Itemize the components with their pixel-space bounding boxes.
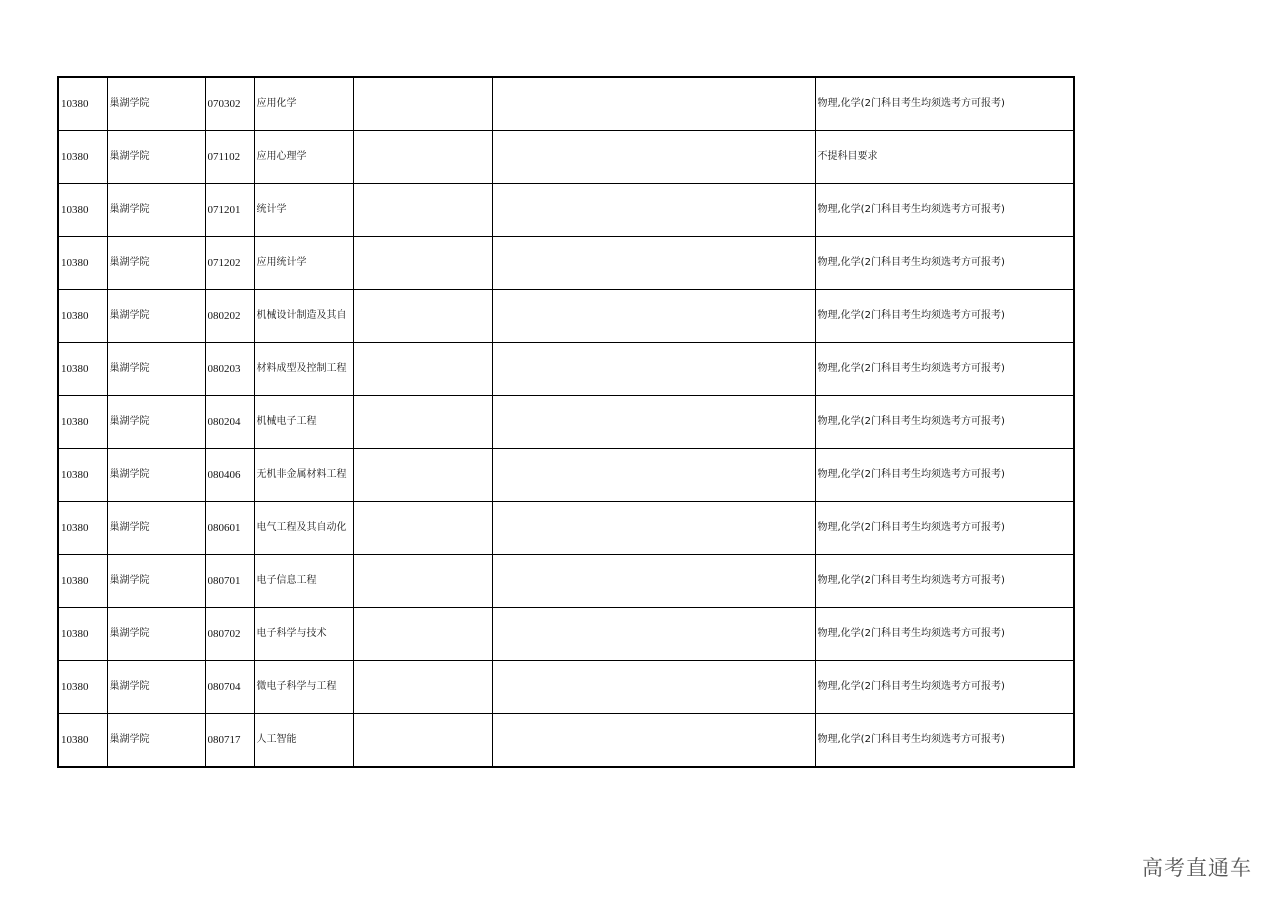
empty-cell (353, 343, 492, 396)
school-code-cell: 10380 (58, 555, 107, 608)
school-name-cell: 巢湖学院 (107, 502, 205, 555)
subject-requirement-cell: 物理,化学(2门科目考生均须选考方可报考) (815, 396, 1074, 449)
major-name-cell: 微电子科学与工程 (254, 661, 353, 714)
empty-cell (353, 131, 492, 184)
table-row (58, 608, 1074, 661)
table-row (58, 184, 1074, 237)
subject-requirement-cell: 不提科目要求 (815, 131, 1074, 184)
school-name-cell: 巢湖学院 (107, 555, 205, 608)
school-name-cell: 巢湖学院 (107, 131, 205, 184)
table-row (58, 661, 1074, 714)
major-code-cell: 080717 (205, 714, 254, 768)
subject-requirement-cell: 物理,化学(2门科目考生均须选考方可报考) (815, 714, 1074, 768)
major-name-cell: 人工智能 (254, 714, 353, 768)
empty-cell (353, 237, 492, 290)
subject-requirement-cell: 物理,化学(2门科目考生均须选考方可报考) (815, 343, 1074, 396)
major-name-cell: 材料成型及控制工程 (254, 343, 353, 396)
empty-cell (492, 77, 815, 131)
empty-cell (492, 290, 815, 343)
major-name-cell: 应用化学 (254, 77, 353, 131)
school-name-cell: 巢湖学院 (107, 714, 205, 768)
school-name-cell: 巢湖学院 (107, 184, 205, 237)
school-name-cell: 巢湖学院 (107, 661, 205, 714)
subject-requirement-cell: 物理,化学(2门科目考生均须选考方可报考) (815, 661, 1074, 714)
major-name-cell: 统计学 (254, 184, 353, 237)
empty-cell (492, 714, 815, 768)
empty-cell (353, 449, 492, 502)
empty-cell (353, 77, 492, 131)
major-code-cell: 071202 (205, 237, 254, 290)
empty-cell (353, 608, 492, 661)
major-name-cell: 应用统计学 (254, 237, 353, 290)
subject-requirement-cell: 物理,化学(2门科目考生均须选考方可报考) (815, 502, 1074, 555)
empty-cell (492, 131, 815, 184)
major-code-cell: 080202 (205, 290, 254, 343)
major-code-cell: 080702 (205, 608, 254, 661)
watermark-text: 高考直通车 (1142, 856, 1252, 880)
empty-cell (492, 555, 815, 608)
empty-cell (492, 661, 815, 714)
subject-requirement-cell: 物理,化学(2门科目考生均须选考方可报考) (815, 449, 1074, 502)
table-row (58, 396, 1074, 449)
major-code-cell: 080204 (205, 396, 254, 449)
table-row (58, 555, 1074, 608)
major-name-cell: 电子科学与技术 (254, 608, 353, 661)
school-name-cell: 巢湖学院 (107, 396, 205, 449)
empty-cell (492, 449, 815, 502)
school-name-cell: 巢湖学院 (107, 77, 205, 131)
school-code-cell: 10380 (58, 77, 107, 131)
empty-cell (492, 502, 815, 555)
school-code-cell: 10380 (58, 661, 107, 714)
subject-requirement-cell: 物理,化学(2门科目考生均须选考方可报考) (815, 184, 1074, 237)
school-name-cell: 巢湖学院 (107, 343, 205, 396)
school-code-cell: 10380 (58, 290, 107, 343)
school-code-cell: 10380 (58, 714, 107, 768)
major-name-cell: 电子信息工程 (254, 555, 353, 608)
empty-cell (492, 184, 815, 237)
table-row (58, 502, 1074, 555)
subject-requirement-cell: 物理,化学(2门科目考生均须选考方可报考) (815, 77, 1074, 131)
major-requirements-table (57, 76, 1075, 768)
subject-requirement-cell: 物理,化学(2门科目考生均须选考方可报考) (815, 237, 1074, 290)
major-code-cell: 080601 (205, 502, 254, 555)
subject-requirement-cell: 物理,化学(2门科目考生均须选考方可报考) (815, 555, 1074, 608)
major-code-cell: 080701 (205, 555, 254, 608)
school-name-cell: 巢湖学院 (107, 237, 205, 290)
empty-cell (353, 714, 492, 768)
empty-cell (353, 290, 492, 343)
major-code-cell: 071102 (205, 131, 254, 184)
empty-cell (492, 396, 815, 449)
major-code-cell: 080704 (205, 661, 254, 714)
table-row (58, 237, 1074, 290)
empty-cell (353, 184, 492, 237)
school-code-cell: 10380 (58, 237, 107, 290)
major-code-cell: 080203 (205, 343, 254, 396)
empty-cell (492, 343, 815, 396)
major-name-cell: 无机非金属材料工程 (254, 449, 353, 502)
table-body (58, 77, 1074, 767)
major-code-cell: 080406 (205, 449, 254, 502)
subject-requirement-cell: 物理,化学(2门科目考生均须选考方可报考) (815, 608, 1074, 661)
table-row (58, 77, 1074, 131)
table-row (58, 449, 1074, 502)
empty-cell (353, 396, 492, 449)
subject-requirement-cell: 物理,化学(2门科目考生均须选考方可报考) (815, 290, 1074, 343)
table-row (58, 131, 1074, 184)
empty-cell (353, 555, 492, 608)
major-name-cell: 应用心理学 (254, 131, 353, 184)
empty-cell (492, 608, 815, 661)
major-name-cell: 机械设计制造及其自 (254, 290, 353, 343)
school-name-cell: 巢湖学院 (107, 449, 205, 502)
school-code-cell: 10380 (58, 343, 107, 396)
school-code-cell: 10380 (58, 396, 107, 449)
school-name-cell: 巢湖学院 (107, 290, 205, 343)
empty-cell (492, 237, 815, 290)
school-code-cell: 10380 (58, 131, 107, 184)
school-name-cell: 巢湖学院 (107, 608, 205, 661)
empty-cell (353, 661, 492, 714)
major-code-cell: 070302 (205, 77, 254, 131)
major-code-cell: 071201 (205, 184, 254, 237)
school-code-cell: 10380 (58, 502, 107, 555)
empty-cell (353, 502, 492, 555)
school-code-cell: 10380 (58, 608, 107, 661)
major-name-cell: 电气工程及其自动化 (254, 502, 353, 555)
table-row (58, 343, 1074, 396)
table-row (58, 290, 1074, 343)
school-code-cell: 10380 (58, 449, 107, 502)
school-code-cell: 10380 (58, 184, 107, 237)
major-name-cell: 机械电子工程 (254, 396, 353, 449)
table-row (58, 714, 1074, 768)
